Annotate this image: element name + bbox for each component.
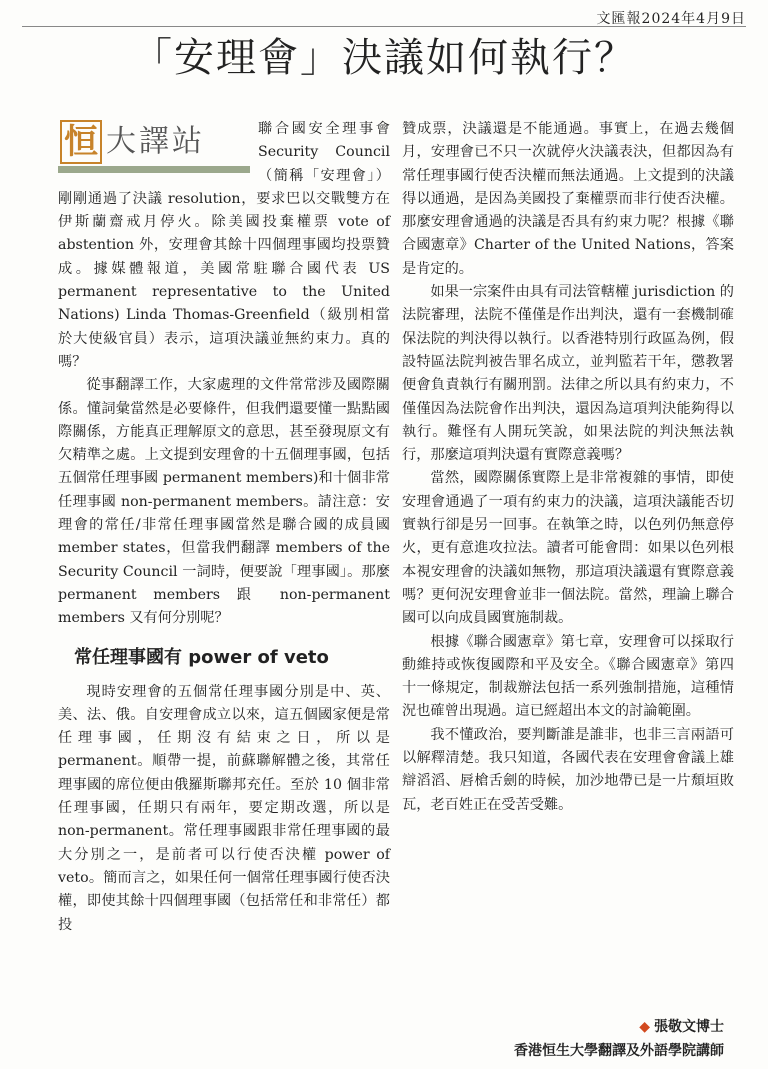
author-name: 張敬文博士	[654, 1019, 724, 1035]
body-paragraph: 贊成票，決議還是不能通過。事實上，在過去幾個月，安理會已不只一次就停火決議表決，但都因為有常任理事國行使否決權而無法通過。上文提到的決議得以通過，是因為美國投了棄權票而非行使否決權。那麼安理會通過的決議是否具有約束力呢？根據《聯合國憲章》Charter of the United Nations，答案是肯定的。	[402, 121, 734, 277]
body-paragraph: 當然，國際關係實際上是非常複雜的事情，即使安理會通過了一項有約束力的決議，這項決議能否切實執行卻是另一回事。在執筆之時，以色列仍無意停火，更有意進攻拉法。讀者可能會問：如果以色列根本視安理會的決議如無物，那這項決議還有實際意義嗎？更何況安理會並非一個法院。當然，理論上聯合國可以向成員國實施制裁。	[402, 470, 734, 627]
column-logo-mark: 恒	[60, 120, 102, 164]
header-rule	[22, 26, 746, 27]
body-paragraph: 如果一宗案件由具有司法管轄權 jurisdiction 的法院審理，法院不僅僅是作出判決，還有一套機制確保法院的判決得以執行。以香港特別行政區為例，假設特區法院判被告罪名成立，並判監若干年，懲教署便會負責執行有關刑罰。法律之所以具有約束力，不僅僅因為法院會作出判決，還因為這項判決能夠得以執行。難怪有人開玩笑說，如果法院的判決無法執行，那麼這項判決還有實際意義嗎？	[402, 284, 734, 464]
body-paragraph: 我不懂政治，要判斷誰是誰非，也非三言兩語可以解釋清楚。我只知道，各國代表在安理會會議上雄辯滔滔、唇槍舌劍的時候，加沙地帶已是一片頹垣敗瓦，老百姓正在受苦受難。	[402, 726, 734, 813]
body-paragraph: 現時安理會的五個常任理事國分別是中、英、美、法、俄。自安理會成立以來，這五個國家便是常任理事國，任期沒有結束之日，所以是 permanent。順帶一提，前蘇聯解體之後，其常任理事國的席位便由俄羅斯聯邦充任。至於 10 個非常任理事國，任期只有兩年，要定期改選，所以是 non-permanent。常任理事國跟非常任理事國的最大分別之一，是前者可以行使否決權 power of veto。簡而言之，如果任何一個常任理事國行使否決權，即使其餘十四個理事國（包括常任和非常任）都投	[58, 683, 390, 933]
publication-date: 文匯報2024年4月9日	[596, 11, 746, 27]
body-paragraph: 根據《聯合國憲章》第七章，安理會可以採取行動維持或恢復國際和平及安全。《聯合國憲章》第四十一條規定，制裁辦法包括一系列強制措施，這種情況也確曾出現過。這已經超出本文的討論範圍。	[402, 633, 734, 720]
column-logo-name: 大譯站	[106, 124, 205, 159]
article-headline: 「安理會」決議如何執行？	[132, 35, 636, 81]
column-logo-bar	[58, 166, 250, 173]
column-logo	[58, 118, 250, 180]
left-column	[58, 118, 390, 937]
author-byline	[402, 1016, 724, 1036]
section-subheading: 常任理事國有 power of veto	[74, 646, 329, 668]
body-paragraph: 聯合國安全理事會 Security Council（簡稱「安理會」）剛剛通過了決議 resolution，要求巴以交戰雙方在伊斯蘭齋戒月停火。除美國投棄權票 vote of abstention 外，安理會其餘十四個理事國均投票贊成。據媒體報道，美國常駐聯合國代表 US permanent representative to the United Nations) Linda Thomas-Greenfield（級別相當於大使級官員）表示，這項決議並無約束力。真的嗎？	[58, 121, 390, 370]
author-title: 香港恒生大學翻譯及外語學院講師	[514, 1043, 724, 1059]
right-column	[402, 118, 734, 817]
diamond-icon: ◆	[639, 1019, 650, 1035]
body-paragraph: 從事翻譯工作，大家處理的文件常常涉及國際關係。懂詞彙當然是必要條件，但我們還要懂一點點國際關係，方能真正理解原文的意思，甚至發現原文有欠精準之處。上文提到安理會的十五個理事國，包括五個常任理事國 permanent members)和十個非常任理事國 non-permanent members。請注意：安理會的常任/非常任理事國當然是聯合國的成員國 member states，但當我們翻譯 members of the Security Council 一詞時，便要說「理事國」。那麼 permanent members 跟 non-permanent members 又有何分別呢？	[58, 377, 390, 627]
